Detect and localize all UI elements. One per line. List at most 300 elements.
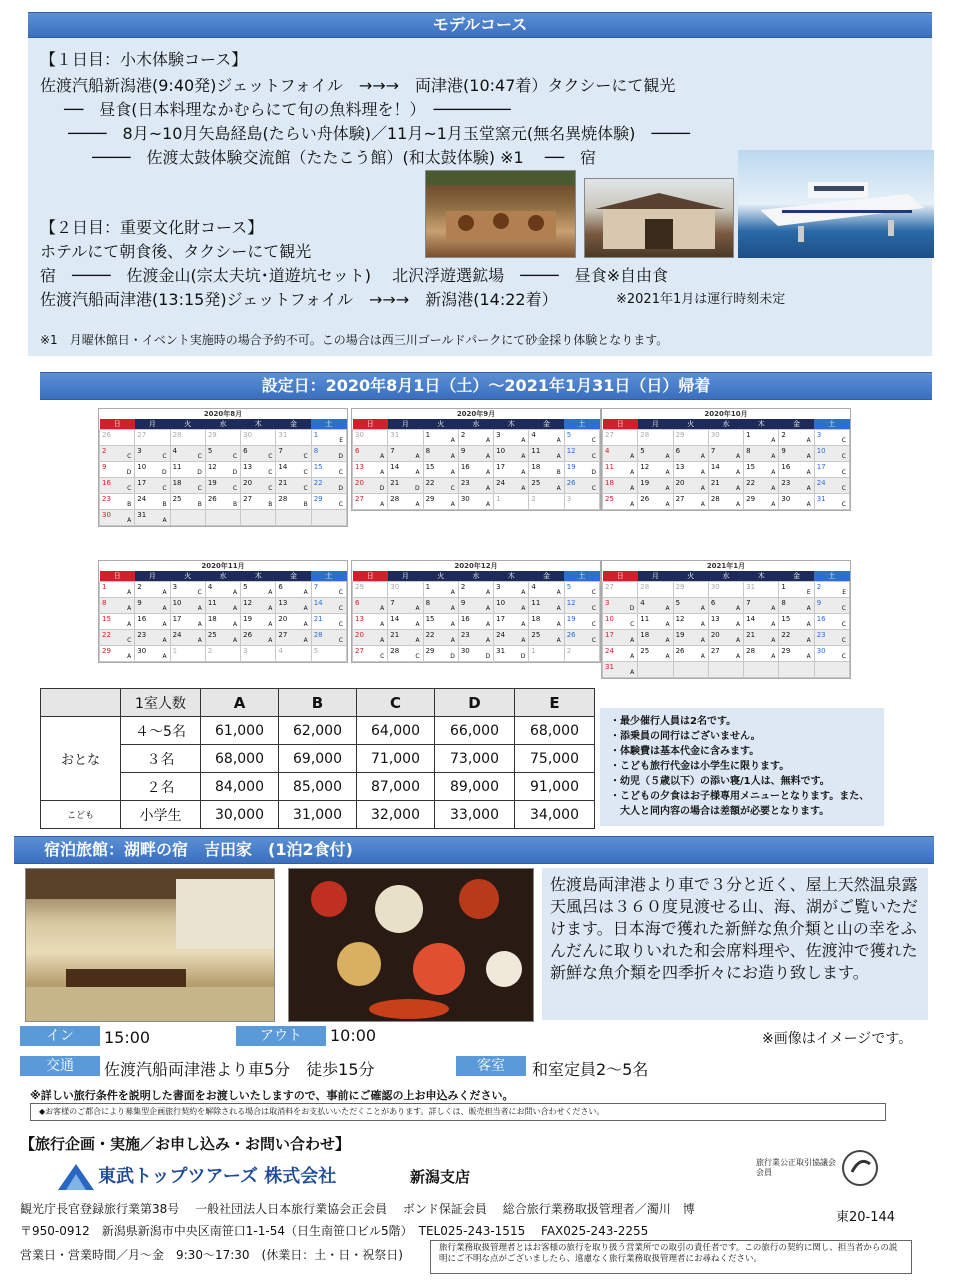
calendar-day — [779, 630, 814, 646]
calendar-day — [458, 478, 493, 494]
calendar-day — [311, 510, 346, 526]
day-number: 25 — [605, 495, 614, 503]
weekday-header: 水 — [708, 419, 743, 430]
weekday-header: 日 — [353, 571, 388, 582]
price-grade: A — [233, 621, 238, 628]
price-grade: A — [806, 501, 811, 508]
price-cell: 32,000 — [357, 801, 435, 829]
calendar-day — [388, 598, 423, 614]
day-number: 25 — [531, 631, 541, 639]
calendar-day — [494, 630, 529, 646]
day-number: 29 — [781, 647, 791, 655]
price-grade: A — [736, 501, 741, 508]
price-grade: A — [806, 637, 811, 644]
price-grade: A — [486, 469, 491, 476]
calendar-day — [170, 582, 205, 598]
calendar-day — [603, 446, 638, 462]
calendar-day — [564, 646, 599, 662]
price-grade: A — [303, 637, 308, 644]
price-cell: 61,000 — [201, 717, 279, 745]
calendar-day — [388, 462, 423, 478]
price-grade: C — [338, 605, 343, 612]
calendar-day — [135, 582, 170, 598]
price-grade: A — [450, 501, 455, 508]
weekday-header: 土 — [311, 571, 346, 582]
calendar-day — [529, 598, 564, 614]
child-label: こども — [41, 801, 121, 829]
calendar-day — [458, 614, 493, 630]
calendar-day — [135, 614, 170, 630]
calendar-day — [529, 494, 564, 510]
condition-item: ・最少催行人員は2名です。 — [610, 716, 737, 727]
calendar-day — [458, 598, 493, 614]
price-grade: B — [556, 469, 561, 476]
day-number: 30 — [355, 431, 364, 439]
calendar-day — [564, 462, 599, 478]
calendar-month — [601, 408, 851, 511]
day-number: 7 — [313, 583, 319, 591]
price-grade: A — [736, 653, 741, 660]
day-number: 19 — [640, 479, 650, 487]
calendar-day — [603, 462, 638, 478]
price-grade: A — [486, 621, 491, 628]
calendar-day — [423, 478, 458, 494]
calendar-day — [638, 630, 673, 646]
calendar-day — [814, 646, 849, 662]
calendar-day — [603, 630, 638, 646]
day-number: 10 — [496, 599, 506, 607]
price-grade: A — [665, 621, 670, 628]
calendar-day — [458, 462, 493, 478]
price-cell: 68,000 — [515, 717, 595, 745]
day-number: 16 — [460, 615, 470, 623]
day-number: 3 — [243, 647, 248, 655]
hotel-description: 佐渡島両津港より車で３分と近く、屋上天然温泉露天風呂は３６０度見渡せる山、海、湖がご覧いただけます。日本海で獲れた新鮮な魚介類と山の幸をふんだんに取りいれた和会席料理や、佐渡沖で獲れた新鮮な魚介類を四季折々にお造り致します。 — [542, 868, 928, 1020]
calendar-day — [100, 430, 135, 446]
day-number: 20 — [243, 479, 253, 487]
calendar-day — [708, 446, 743, 462]
day-number: 16 — [816, 615, 826, 623]
calendar-day — [564, 478, 599, 494]
price-grade: A — [700, 653, 705, 660]
day-number: 23 — [137, 631, 147, 639]
calendar-day — [241, 614, 276, 630]
calendar-day — [388, 494, 423, 510]
day-number: 19 — [207, 479, 217, 487]
calendar-day — [673, 614, 708, 630]
day-number: 14 — [390, 463, 400, 471]
calendar-day — [100, 510, 135, 526]
calendar-day — [673, 662, 708, 678]
price-grade: A — [771, 605, 776, 612]
price-grade: C — [630, 621, 635, 628]
day-number: 9 — [137, 599, 142, 607]
price-grade: D — [232, 469, 238, 476]
weekday-header: 日 — [100, 571, 135, 582]
day-number: 31 — [605, 663, 614, 671]
calendar-day — [708, 598, 743, 614]
calendar-day — [638, 646, 673, 662]
calendar-day — [638, 614, 673, 630]
price-grade: A — [771, 485, 776, 492]
price-grade: A — [380, 605, 385, 612]
calendar-day — [638, 598, 673, 614]
day-number: 21 — [313, 615, 323, 623]
calendar-day — [100, 630, 135, 646]
price-grade: A — [233, 637, 238, 644]
price-grade: C — [338, 637, 343, 644]
day-number: 3 — [496, 431, 501, 439]
room-value: 和室定員2～5名 — [532, 1060, 649, 1079]
price-grade: A — [486, 501, 491, 508]
price-grade: A — [700, 485, 705, 492]
calendar-day — [311, 446, 346, 462]
day-number: 23 — [460, 631, 470, 639]
calendar-day — [458, 446, 493, 462]
calendar-day — [205, 446, 240, 462]
day-number: 2 — [137, 583, 142, 591]
calendar-day — [744, 646, 779, 662]
calendar-day — [423, 598, 458, 614]
museum-building-photo — [584, 178, 734, 258]
calendar-day — [135, 478, 170, 494]
room-size-cell: 小学生 — [121, 801, 201, 829]
day-number: 22 — [102, 631, 111, 639]
calendar-day — [744, 630, 779, 646]
day-number: 12 — [640, 463, 650, 471]
price-grade: C — [591, 453, 596, 460]
calendar-day — [170, 614, 205, 630]
calendar-day — [353, 462, 388, 478]
weekday-header: 水 — [205, 419, 240, 430]
calendar-day — [744, 662, 779, 678]
calendar-day — [100, 614, 135, 630]
price-grade: C — [197, 453, 202, 460]
day-number: 13 — [355, 615, 364, 623]
calendar-day — [388, 630, 423, 646]
hotel-header: 宿泊旅館：湖畔の宿 吉田家 (1泊2食付) — [14, 836, 934, 864]
condition-item: ・こども旅行代金は小学生に限ります。 — [610, 761, 790, 772]
calendar-day — [241, 494, 276, 510]
price-grade: C — [591, 437, 596, 444]
day-number: 3 — [137, 447, 142, 455]
weekday-header: 日 — [353, 419, 388, 430]
price-grade: A — [700, 501, 705, 508]
day-number: 15 — [781, 615, 791, 623]
calendar-day — [779, 598, 814, 614]
calendar-day — [241, 630, 276, 646]
day-number: 15 — [313, 463, 323, 471]
day-number: 7 — [390, 599, 395, 607]
day-number: 25 — [207, 631, 217, 639]
calendar-day — [744, 446, 779, 462]
calendar-day — [779, 582, 814, 598]
weekday-header: 木 — [744, 571, 779, 582]
day-number: 19 — [243, 615, 253, 623]
price-grade: A — [521, 621, 526, 628]
weekday-header: 月 — [388, 419, 423, 430]
calendar-day — [779, 646, 814, 662]
day-number: 22 — [313, 479, 323, 487]
calendar-day — [311, 494, 346, 510]
day-number: 8 — [425, 599, 431, 607]
calendar-caption: 2020年10月 — [704, 410, 748, 418]
price-grade: A — [806, 605, 811, 612]
calendar-day — [708, 646, 743, 662]
calendar-day — [100, 446, 135, 462]
day-number: 14 — [746, 615, 756, 623]
price-grade: A — [665, 605, 670, 612]
registration-info: 観光庁長官登録旅行業第38号 一般社団法人日本旅行業協会正会員 ボンド保証会員 総合旅行業務取扱管理者／濁川 博 — [20, 1202, 695, 1216]
day-number: 1 — [425, 431, 431, 439]
day-number: 29 — [425, 647, 435, 655]
day-number: 30 — [460, 495, 470, 503]
calendar-day — [311, 614, 346, 630]
day-number: 17 — [172, 615, 182, 623]
price-grade: C — [450, 485, 455, 492]
day-number: 19 — [566, 615, 576, 623]
day-number: 26 — [640, 495, 650, 503]
calendar-month — [351, 560, 601, 663]
price-grade: A — [127, 605, 132, 612]
day-number: 14 — [278, 463, 288, 471]
calendar-day — [603, 582, 638, 598]
day-number: 20 — [355, 479, 364, 487]
day-number: 30 — [710, 583, 720, 591]
calendar-day — [353, 598, 388, 614]
day-number: 24 — [496, 479, 506, 487]
travel-conditions — [600, 708, 884, 826]
day-number: 30 — [137, 647, 147, 655]
weekday-header: 月 — [135, 571, 170, 582]
day-number: 28 — [710, 495, 720, 503]
calendar-day — [673, 582, 708, 598]
day-number: 18 — [172, 479, 182, 487]
day-number: 2 — [566, 647, 572, 655]
day-number: 17 — [605, 631, 614, 639]
calendar-day — [494, 446, 529, 462]
day-number: 23 — [816, 631, 826, 639]
museum-building-illustration — [585, 179, 733, 257]
calendar-day — [708, 614, 743, 630]
weekday-header: 金 — [529, 419, 564, 430]
price-cell: 33,000 — [435, 801, 515, 829]
weekday-header: 水 — [205, 571, 240, 582]
calendar-day — [603, 662, 638, 678]
price-grade: D — [450, 653, 455, 660]
price-grade: A — [771, 437, 776, 444]
license-code: 東20-144 — [836, 1210, 896, 1225]
price-grade: A — [450, 637, 455, 644]
day-number: 31 — [278, 431, 288, 439]
checkout-time: 10:00 — [330, 1026, 377, 1045]
calendar-day — [276, 646, 311, 662]
calendar-day — [311, 598, 346, 614]
weekday-header: 木 — [494, 419, 529, 430]
calendar-day — [241, 582, 276, 598]
price-grade: A — [736, 621, 741, 628]
grade-d-header: D — [435, 689, 515, 717]
day-number: 4 — [207, 583, 213, 591]
calendar-day — [241, 646, 276, 662]
price-grade: A — [162, 637, 167, 644]
day-number: 30 — [243, 431, 253, 439]
calendar-day — [205, 462, 240, 478]
price-grade: B — [303, 501, 308, 508]
calendar-day — [205, 510, 240, 526]
day-number: 8 — [102, 599, 107, 607]
price-grade: A — [665, 469, 670, 476]
day-number: 25 — [172, 495, 182, 503]
adult-label: おとな — [41, 717, 121, 801]
price-grade: A — [415, 605, 420, 612]
calendar-day — [170, 646, 205, 662]
calendar-day — [673, 494, 708, 510]
calendar-day — [564, 598, 599, 614]
day-number: 28 — [640, 583, 650, 591]
bond-seal — [842, 1150, 878, 1186]
model-course-line: 佐渡汽船新潟港(9:40発)ジェットフォイル →→→ 両津港(10:47着）タクシーにて観光 — [40, 76, 676, 95]
company-name: 東武トップツアーズ 株式会社 — [98, 1166, 337, 1187]
day-number: 29 — [355, 583, 364, 591]
calendar-day — [423, 430, 458, 446]
day-number: 6 — [710, 599, 716, 607]
price-cell: 30,000 — [201, 801, 279, 829]
price-grade: A — [556, 621, 561, 628]
calendar-day — [423, 582, 458, 598]
day-number: 18 — [531, 615, 541, 623]
price-grade: A — [521, 589, 526, 596]
price-grade: B — [233, 501, 238, 508]
day-number: 21 — [390, 479, 400, 487]
condition-item: ・幼児（５歳以下）の添い寝/1人は、無料です。 — [610, 776, 830, 787]
weekday-header: 火 — [423, 571, 458, 582]
weekday-header: 火 — [673, 571, 708, 582]
calendar-caption: 2020年8月 — [203, 410, 243, 418]
day-number: 29 — [675, 583, 685, 591]
day-number: 24 — [496, 631, 506, 639]
calendar-day — [170, 494, 205, 510]
calendar-day — [388, 582, 423, 598]
price-grade: A — [127, 653, 132, 660]
weekday-header: 日 — [603, 571, 638, 582]
calendar-day — [276, 430, 311, 446]
price-grade: A — [806, 437, 811, 444]
weekday-header: 木 — [241, 419, 276, 430]
day-number: 4 — [172, 447, 178, 455]
day-number: 29 — [425, 495, 435, 503]
kaiseki-meal-photo — [288, 868, 534, 1022]
calendar-day — [353, 630, 388, 646]
day-number: 8 — [781, 599, 786, 607]
price-grade: B — [197, 501, 202, 508]
price-grade: A — [450, 453, 455, 460]
weekday-header: 日 — [100, 419, 135, 430]
calendar-day — [311, 430, 346, 446]
day-number: 12 — [566, 599, 576, 607]
calendar-day — [744, 614, 779, 630]
day-number: 28 — [746, 647, 756, 655]
day-number: 31 — [496, 647, 506, 655]
calendar-day — [708, 430, 743, 446]
price-cell: 31,000 — [279, 801, 357, 829]
day-number: 22 — [781, 631, 791, 639]
day-number: 29 — [675, 431, 685, 439]
price-grade: A — [556, 589, 561, 596]
calendar-day — [673, 478, 708, 494]
calendar-day — [353, 478, 388, 494]
day-number: 29 — [102, 647, 111, 655]
price-grade: A — [556, 437, 561, 444]
price-grade: A — [771, 469, 776, 476]
price-grade: A — [233, 605, 238, 612]
price-grade: C — [127, 453, 132, 460]
weekday-header: 金 — [529, 571, 564, 582]
price-grade: D — [126, 469, 132, 476]
calendar-day — [311, 478, 346, 494]
calendar-day — [673, 630, 708, 646]
day-number: 3 — [605, 599, 610, 607]
calendar-day — [276, 598, 311, 614]
day-number: 19 — [675, 631, 685, 639]
calendar-day — [708, 494, 743, 510]
day-number: 20 — [675, 479, 685, 487]
day-number: 21 — [746, 631, 756, 639]
price-grade: B — [162, 501, 167, 508]
price-grade: A — [380, 637, 385, 644]
day-number: 3 — [172, 583, 178, 591]
calendar-day — [814, 446, 849, 462]
price-grade: D — [338, 485, 343, 492]
day-number: 28 — [278, 495, 288, 503]
weekday-header: 月 — [638, 571, 673, 582]
day-number: 3 — [566, 495, 572, 503]
calendar-day — [353, 582, 388, 598]
price-grade: C — [268, 485, 273, 492]
calendar-day — [638, 446, 673, 462]
day-number: 10 — [816, 447, 826, 455]
price-grade: A — [736, 453, 741, 460]
business-hours: 営業日・営業時間／月～金 9:30～17:30 (休業日：土・日・祝祭日) — [20, 1248, 403, 1262]
day-number: 22 — [746, 479, 756, 487]
calendar-day — [423, 630, 458, 646]
price-grade: E — [806, 589, 811, 596]
checkin-time: 15:00 — [104, 1028, 151, 1047]
day-number: 14 — [710, 463, 720, 471]
weekday-header: 金 — [779, 419, 814, 430]
checkin-label: イン — [20, 1026, 100, 1046]
calendar-day — [423, 646, 458, 662]
price-grade: A — [162, 589, 167, 596]
price-grade: C — [591, 637, 596, 644]
calendar-day — [779, 478, 814, 494]
price-grade: C — [197, 589, 202, 596]
price-grade: C — [591, 605, 596, 612]
day-number: 5 — [675, 599, 681, 607]
calendar-day — [603, 478, 638, 494]
calendar-day — [529, 430, 564, 446]
day-number: 10 — [137, 463, 147, 471]
day-number: 15 — [102, 615, 111, 623]
calendar-day — [603, 614, 638, 630]
price-grade: C — [268, 453, 273, 460]
calendar-day — [779, 494, 814, 510]
day-number: 2 — [460, 431, 466, 439]
day-number: 11 — [605, 463, 614, 471]
day-number: 25 — [640, 647, 650, 655]
day-number: 18 — [531, 463, 541, 471]
day-number: 29 — [207, 431, 217, 439]
